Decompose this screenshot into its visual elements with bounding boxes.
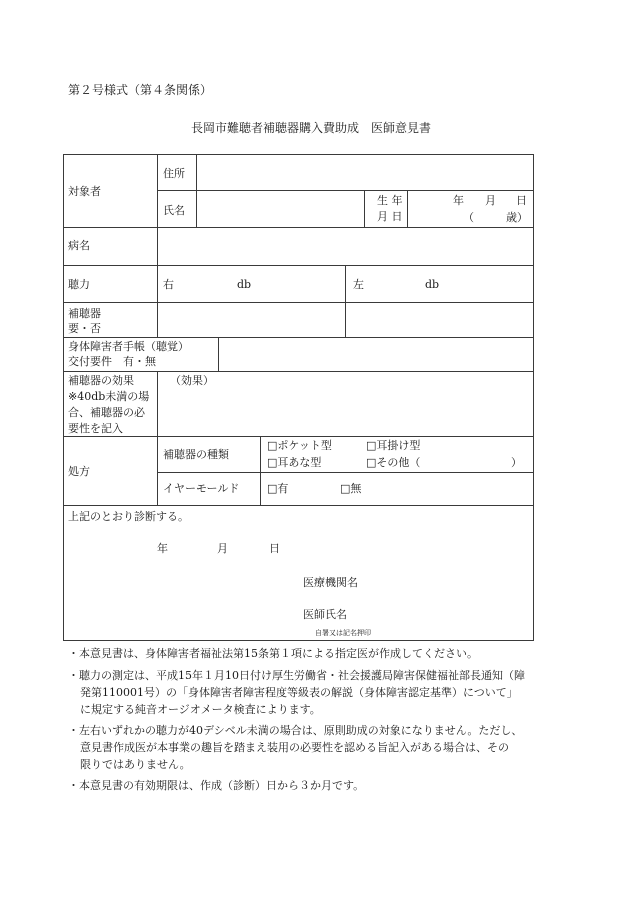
- rule-address-name-label: [196, 154, 197, 227]
- diagnosis-year-label: 年: [157, 542, 168, 555]
- note-threshold-line1: ・左右いずれかの聴力が40デシベル未満の場合は、原則助成の対象になりません。ただし、: [68, 724, 523, 737]
- note-designated-doctor: ・本意見書は、身体障害者福祉法第15条第１項による指定医が作成してください。: [68, 647, 478, 660]
- rule-label-column-mid: [157, 265, 158, 338]
- rule-prescription: [157, 436, 158, 506]
- rule-birth-right: [407, 190, 408, 227]
- aid-type-other[interactable]: □その他（: [366, 456, 421, 469]
- aid-type-ear-hook[interactable]: □耳掛け型: [366, 439, 421, 452]
- aid-type-pocket[interactable]: □ポケット型: [267, 439, 332, 452]
- name-label: 氏名: [163, 204, 185, 217]
- note-measurement-line1: ・聴力の測定は、平成15年１月10日付け厚生労働省・社会援護局障害保健福祉部長通知（障: [68, 669, 525, 682]
- age-close: 歳）: [506, 211, 528, 224]
- earmold-yes[interactable]: □有: [267, 482, 289, 495]
- disease-label: 病名: [68, 239, 90, 252]
- rule-disease-bottom: [63, 265, 533, 266]
- effect-label: 補聴器の効果: [68, 374, 134, 387]
- note-threshold-line3: 限りではありません。: [80, 758, 191, 771]
- hearing-label: 聴力: [68, 278, 90, 291]
- birth-day-label: 日: [516, 194, 527, 207]
- rule-type-bottom: [157, 472, 533, 473]
- effect-note-line3: 要性を記入: [68, 422, 123, 435]
- table-border-top: [63, 154, 534, 155]
- address-label: 住所: [163, 167, 185, 180]
- left-ear-unit: db: [425, 278, 440, 291]
- right-ear-label: 右: [163, 278, 174, 291]
- earmold-label: イヤーモールド: [163, 482, 240, 495]
- rule-left-ear: [345, 265, 346, 338]
- prescription-label: 処方: [68, 465, 90, 478]
- earmold-no[interactable]: □無: [340, 482, 362, 495]
- rule-subject-bottom: [63, 227, 533, 228]
- signature-note: 自署又は記名押印: [315, 629, 371, 637]
- rule-effect-bottom: [63, 436, 533, 437]
- rule-aid-type: [260, 436, 261, 506]
- effect-note-line1: ※40db未満の場: [68, 390, 150, 403]
- certificate-label: 身体障害者手帳（聴覚）: [68, 340, 189, 353]
- form-number: 第２号様式（第４条関係）: [68, 83, 213, 97]
- birth-label-line2: 月 日: [377, 210, 403, 223]
- aid-type-other-close: ）: [511, 456, 522, 469]
- diagnosis-text: 上記のとおり診断する。: [68, 510, 189, 523]
- page-title: 長岡市難聴者補聴器購入費助成 医師意見書: [191, 121, 432, 135]
- subject-label: 対象者: [68, 185, 101, 198]
- birth-year-label: 年: [453, 194, 464, 207]
- rule-hearing-bottom: [63, 302, 533, 303]
- rule-certificate-bottom: [63, 371, 533, 372]
- rule-aid-bottom: [63, 337, 533, 338]
- hearing-aid-label: 補聴器: [68, 307, 101, 320]
- institution-label: 医療機関名: [303, 576, 358, 589]
- hearing-aid-need: 要・否: [68, 322, 101, 335]
- rule-address-bottom: [157, 190, 533, 191]
- aid-type-ear-hole[interactable]: □耳あな型: [267, 456, 322, 469]
- note-measurement-line2: 発第110001号）の「身体障害者障害程度等級表の解説（身体障害認定基準）について」: [80, 686, 518, 699]
- note-threshold-line2: 意見書作成医が本事業の趣旨を踏まえ装用の必要性を認める旨記入がある場合は、その: [80, 741, 509, 754]
- right-ear-unit: db: [237, 278, 252, 291]
- note-measurement-line3: に規定する純音オージオメータ検査によります。: [80, 703, 321, 716]
- effect-note-line2: 合、補聴器の必: [68, 406, 145, 419]
- rule-effect: [157, 371, 158, 436]
- diagnosis-day-label: 日: [269, 542, 280, 555]
- table-border-bottom: [63, 640, 534, 641]
- rule-birth-left: [364, 190, 365, 227]
- rule-prescription-bottom: [63, 505, 533, 506]
- birth-month-label: 月: [485, 194, 496, 207]
- certificate-requirement: 交付要件 有・無: [68, 355, 156, 368]
- birth-label-line1: 生 年: [377, 194, 403, 207]
- rule-label-column-top: [157, 154, 158, 265]
- left-ear-label: 左: [353, 278, 364, 291]
- aid-type-label: 補聴器の種類: [163, 448, 229, 461]
- doctor-label: 医師氏名: [303, 608, 347, 621]
- effect-value-label: （効果）: [170, 374, 214, 387]
- table-border-right: [533, 154, 534, 641]
- note-validity: ・本意見書の有効期限は、作成（診断）日から３か月です。: [68, 779, 365, 792]
- age-open: （: [463, 211, 474, 224]
- rule-certificate: [218, 337, 219, 372]
- diagnosis-month-label: 月: [217, 542, 228, 555]
